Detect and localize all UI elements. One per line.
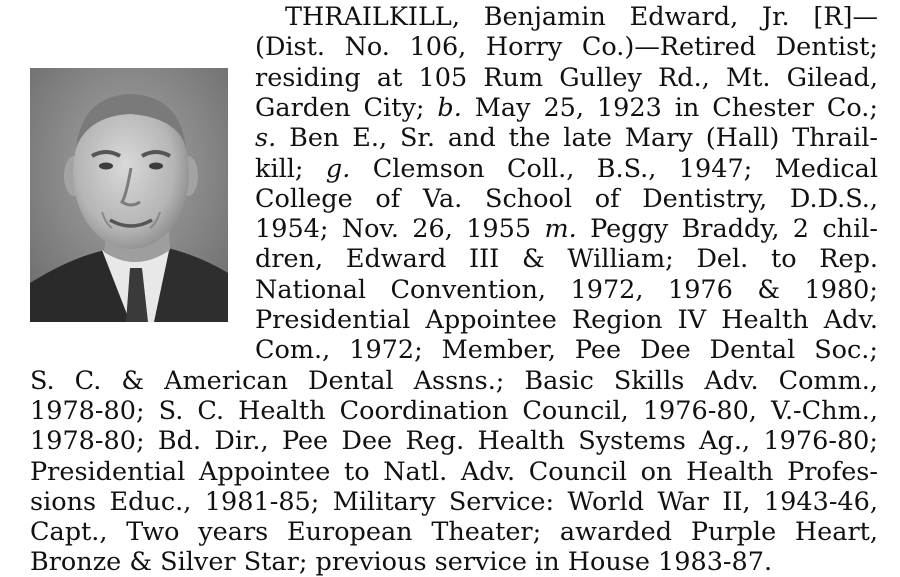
line-text: Capt., Two years European Theater; awarded Purple Heart,	[30, 517, 878, 548]
biography-line	[285, 2, 878, 32]
biography-line	[255, 32, 878, 62]
line-text: National Convention, 1972, 1976 & 1980;	[255, 274, 878, 305]
portrait-image	[30, 68, 228, 322]
line-text: Peggy Braddy, 2 chil-	[576, 214, 878, 245]
biography-line	[30, 487, 878, 517]
biography-line	[255, 123, 878, 153]
line-text: Clemson Coll., B.S., 1947; Medical	[350, 153, 878, 184]
biography-line	[30, 396, 878, 426]
portrait-photo	[30, 68, 228, 322]
biography-line	[30, 426, 878, 456]
biography-line	[255, 305, 878, 335]
line-text: 1978-80; S. C. Health Coordination Council, 1976-80, V.-Chm.,	[30, 395, 878, 426]
biography-line	[255, 93, 878, 123]
line-text: residing at 105 Rum Gulley Rd., Mt. Gilead,	[255, 62, 878, 93]
biography-line	[30, 547, 878, 577]
line-text: kill;	[255, 153, 326, 184]
biography-line	[255, 184, 878, 214]
line-text: dren, Edward III & William; Del. to Rep.	[255, 244, 878, 275]
line-text: (Dist. No. 106, Horry Co.)—Retired Dentist;	[255, 32, 878, 63]
italic-abbreviation: g.	[325, 153, 351, 184]
biography-line	[255, 275, 878, 305]
biography-line	[30, 366, 878, 396]
biography-line	[255, 214, 878, 244]
line-text: Garden City;	[255, 92, 438, 123]
biography-line	[255, 63, 878, 93]
italic-abbreviation: m.	[544, 214, 577, 245]
line-text: THRAILKILL, Benjamin Edward, Jr. [R]—	[285, 2, 878, 32]
line-text: Presidential Appointee Region IV Health Adv.	[255, 305, 878, 335]
biography-line	[30, 457, 878, 487]
line-text: Presidential Appointee to Natl. Adv. Council on Health Profes-	[30, 456, 878, 487]
biography-line	[30, 517, 878, 547]
biography-line	[255, 154, 878, 184]
line-text: sions Educ., 1981-85; Military Service: World War II, 1943-46,	[30, 486, 878, 517]
italic-abbreviation: s.	[255, 123, 277, 154]
line-text: Bronze & Silver Star; previous service in House 1983-87.	[30, 547, 773, 577]
line-text: Ben E., Sr. and the late Mary (Hall) Thrail-	[276, 123, 878, 154]
line-text: 1954; Nov. 26, 1955	[255, 214, 545, 245]
line-text: May 25, 1923 in Chester Co.;	[461, 92, 878, 123]
biography-line	[255, 244, 878, 274]
line-text: S. C. & American Dental Assns.; Basic Skills Adv. Comm.,	[30, 365, 878, 396]
line-text: College of Va. School of Dentistry, D.D.S.,	[255, 183, 878, 214]
italic-abbreviation: b.	[437, 92, 462, 123]
line-text: 1978-80; Bd. Dir., Pee Dee Reg. Health Systems Ag., 1976-80;	[30, 426, 878, 457]
biography-line	[255, 335, 878, 365]
line-text: Com., 1972; Member, Pee Dee Dental Soc.;	[255, 335, 878, 366]
